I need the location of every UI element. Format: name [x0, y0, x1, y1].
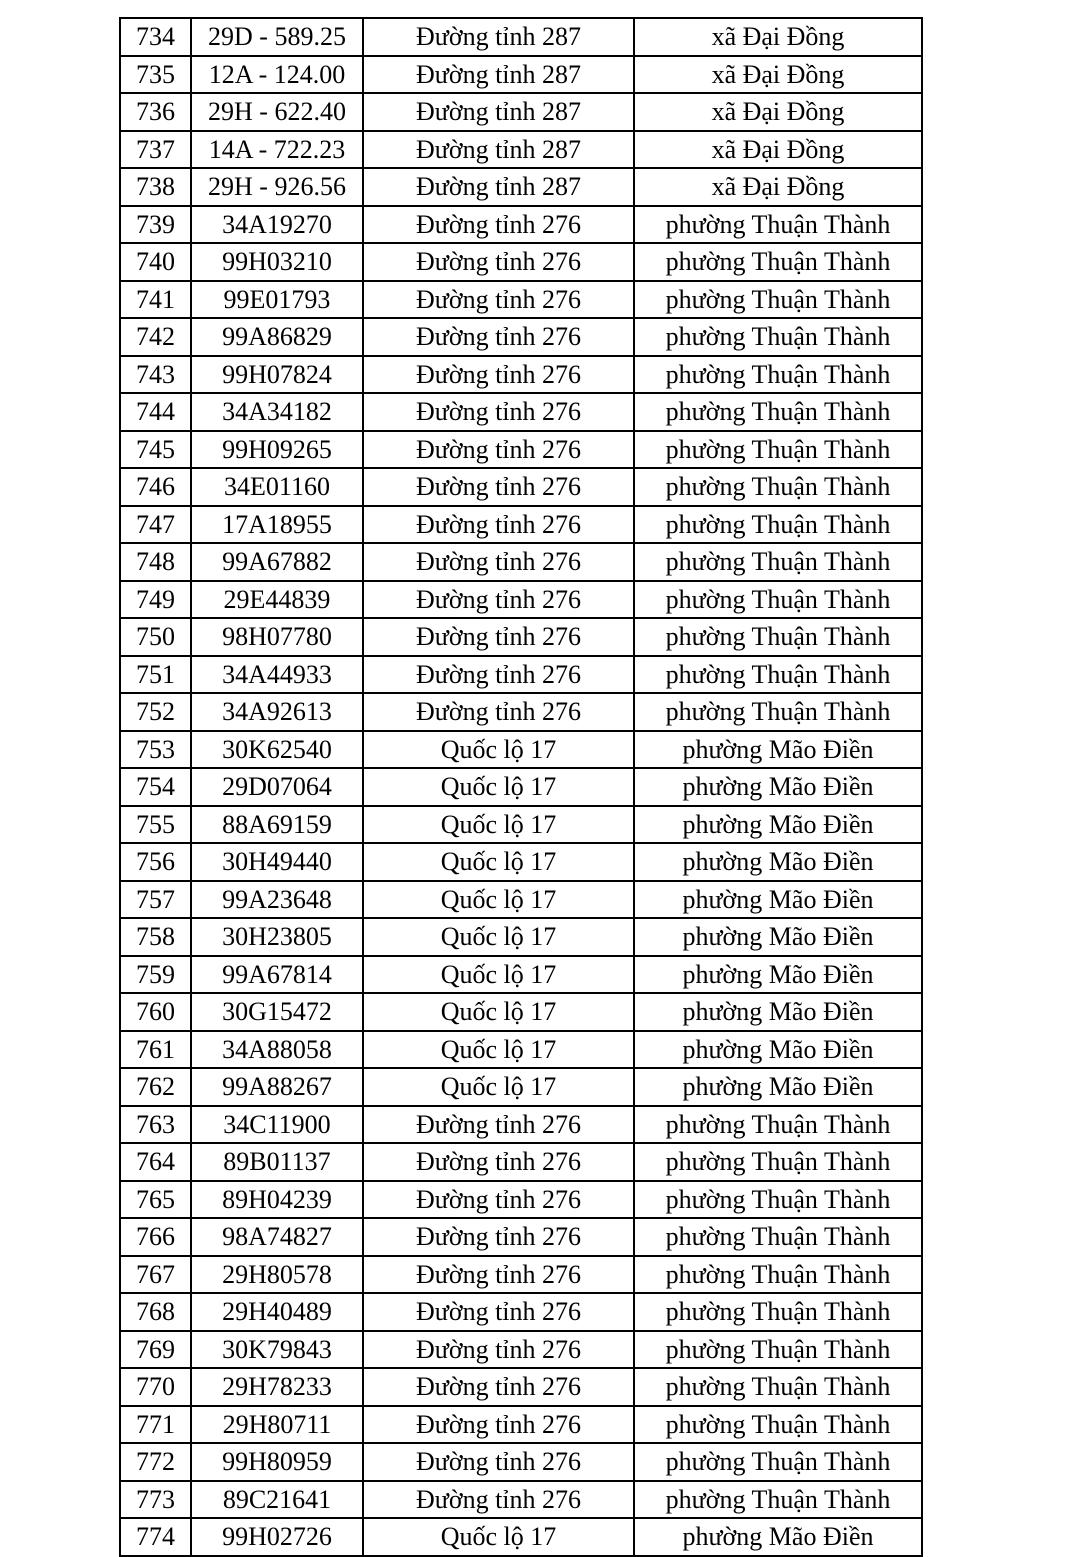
road-name-cell: Đường tỉnh 276 [363, 318, 634, 356]
ward-name-cell: phường Thuận Thành [634, 206, 922, 244]
license-plate-cell: 29H40489 [191, 1293, 363, 1331]
table-row [120, 1293, 922, 1331]
ward-name-cell: phường Thuận Thành [634, 1143, 922, 1181]
table-row [120, 693, 922, 731]
ward-name-cell: xã Đại Đồng [634, 18, 922, 56]
table-row [120, 1518, 922, 1556]
table-row [120, 1256, 922, 1294]
road-name-cell: Đường tỉnh 287 [363, 131, 634, 169]
road-name-cell: Đường tỉnh 276 [363, 243, 634, 281]
ward-name-cell: phường Thuận Thành [634, 356, 922, 394]
violations-table-body [120, 18, 922, 1556]
table-row [120, 1443, 922, 1481]
license-plate-cell: 99H80959 [191, 1443, 363, 1481]
road-name-cell: Đường tỉnh 287 [363, 56, 634, 94]
table-row [120, 18, 922, 56]
license-plate-cell: 30H23805 [191, 918, 363, 956]
row-index-cell: 759 [120, 956, 191, 994]
road-name-cell: Đường tỉnh 276 [363, 1218, 634, 1256]
license-plate-cell: 29D - 589.25 [191, 18, 363, 56]
table-row [120, 543, 922, 581]
table-row [120, 431, 922, 469]
license-plate-cell: 99A88267 [191, 1068, 363, 1106]
road-name-cell: Đường tỉnh 276 [363, 1106, 634, 1144]
ward-name-cell: phường Thuận Thành [634, 618, 922, 656]
license-plate-cell: 99H03210 [191, 243, 363, 281]
ward-name-cell: phường Thuận Thành [634, 1368, 922, 1406]
road-name-cell: Quốc lộ 17 [363, 956, 634, 994]
row-index-cell: 744 [120, 393, 191, 431]
ward-name-cell: phường Thuận Thành [634, 1481, 922, 1519]
ward-name-cell: phường Thuận Thành [634, 506, 922, 544]
table-row [120, 993, 922, 1031]
table-row [120, 618, 922, 656]
ward-name-cell: phường Mão Điền [634, 806, 922, 844]
road-name-cell: Đường tỉnh 276 [363, 618, 634, 656]
ward-name-cell: phường Mão Điền [634, 1068, 922, 1106]
road-name-cell: Đường tỉnh 276 [363, 1481, 634, 1519]
road-name-cell: Đường tỉnh 276 [363, 1181, 634, 1219]
violations-table-container [119, 17, 921, 1557]
table-row [120, 843, 922, 881]
table-row [120, 1181, 922, 1219]
ward-name-cell: phường Thuận Thành [634, 1406, 922, 1444]
row-index-cell: 738 [120, 168, 191, 206]
road-name-cell: Đường tỉnh 276 [363, 1256, 634, 1294]
row-index-cell: 752 [120, 693, 191, 731]
row-index-cell: 767 [120, 1256, 191, 1294]
table-row [120, 918, 922, 956]
table-row [120, 881, 922, 919]
license-plate-cell: 99A67814 [191, 956, 363, 994]
license-plate-cell: 29D07064 [191, 768, 363, 806]
table-row [120, 318, 922, 356]
license-plate-cell: 89H04239 [191, 1181, 363, 1219]
road-name-cell: Quốc lộ 17 [363, 993, 634, 1031]
license-plate-cell: 12A - 124.00 [191, 56, 363, 94]
ward-name-cell: phường Thuận Thành [634, 1443, 922, 1481]
license-plate-cell: 98A74827 [191, 1218, 363, 1256]
road-name-cell: Đường tỉnh 276 [363, 206, 634, 244]
road-name-cell: Đường tỉnh 287 [363, 168, 634, 206]
road-name-cell: Đường tỉnh 276 [363, 356, 634, 394]
ward-name-cell: phường Mão Điền [634, 843, 922, 881]
road-name-cell: Quốc lộ 17 [363, 881, 634, 919]
ward-name-cell: phường Thuận Thành [634, 468, 922, 506]
license-plate-cell: 17A18955 [191, 506, 363, 544]
table-row [120, 956, 922, 994]
table-row [120, 168, 922, 206]
ward-name-cell: phường Thuận Thành [634, 318, 922, 356]
ward-name-cell: phường Thuận Thành [634, 656, 922, 694]
row-index-cell: 766 [120, 1218, 191, 1256]
table-row [120, 131, 922, 169]
road-name-cell: Đường tỉnh 276 [363, 1406, 634, 1444]
row-index-cell: 741 [120, 281, 191, 319]
ward-name-cell: xã Đại Đồng [634, 168, 922, 206]
row-index-cell: 757 [120, 881, 191, 919]
ward-name-cell: phường Mão Điền [634, 731, 922, 769]
row-index-cell: 734 [120, 18, 191, 56]
row-index-cell: 758 [120, 918, 191, 956]
license-plate-cell: 89B01137 [191, 1143, 363, 1181]
license-plate-cell: 99H09265 [191, 431, 363, 469]
ward-name-cell: phường Thuận Thành [634, 581, 922, 619]
license-plate-cell: 29E44839 [191, 581, 363, 619]
road-name-cell: Đường tỉnh 276 [363, 1443, 634, 1481]
table-row [120, 1481, 922, 1519]
row-index-cell: 772 [120, 1443, 191, 1481]
road-name-cell: Đường tỉnh 276 [363, 506, 634, 544]
road-name-cell: Quốc lộ 17 [363, 1068, 634, 1106]
row-index-cell: 742 [120, 318, 191, 356]
road-name-cell: Đường tỉnh 276 [363, 543, 634, 581]
table-row [120, 1406, 922, 1444]
row-index-cell: 743 [120, 356, 191, 394]
row-index-cell: 751 [120, 656, 191, 694]
road-name-cell: Đường tỉnh 287 [363, 93, 634, 131]
ward-name-cell: phường Thuận Thành [634, 1256, 922, 1294]
license-plate-cell: 34A19270 [191, 206, 363, 244]
row-index-cell: 746 [120, 468, 191, 506]
table-row [120, 768, 922, 806]
license-plate-cell: 34A34182 [191, 393, 363, 431]
ward-name-cell: phường Thuận Thành [634, 243, 922, 281]
ward-name-cell: phường Mão Điền [634, 1031, 922, 1069]
row-index-cell: 761 [120, 1031, 191, 1069]
road-name-cell: Quốc lộ 17 [363, 806, 634, 844]
table-row [120, 206, 922, 244]
license-plate-cell: 99H07824 [191, 356, 363, 394]
license-plate-cell: 99A86829 [191, 318, 363, 356]
license-plate-cell: 34A92613 [191, 693, 363, 731]
row-index-cell: 748 [120, 543, 191, 581]
ward-name-cell: phường Thuận Thành [634, 281, 922, 319]
table-row [120, 1068, 922, 1106]
row-index-cell: 735 [120, 56, 191, 94]
row-index-cell: 736 [120, 93, 191, 131]
license-plate-cell: 30H49440 [191, 843, 363, 881]
row-index-cell: 739 [120, 206, 191, 244]
road-name-cell: Đường tỉnh 276 [363, 1331, 634, 1369]
ward-name-cell: phường Mão Điền [634, 993, 922, 1031]
license-plate-cell: 89C21641 [191, 1481, 363, 1519]
license-plate-cell: 98H07780 [191, 618, 363, 656]
ward-name-cell: phường Thuận Thành [634, 693, 922, 731]
row-index-cell: 756 [120, 843, 191, 881]
row-index-cell: 763 [120, 1106, 191, 1144]
ward-name-cell: phường Thuận Thành [634, 431, 922, 469]
table-row [120, 1143, 922, 1181]
road-name-cell: Quốc lộ 17 [363, 768, 634, 806]
row-index-cell: 745 [120, 431, 191, 469]
license-plate-cell: 30K62540 [191, 731, 363, 769]
ward-name-cell: xã Đại Đồng [634, 131, 922, 169]
road-name-cell: Quốc lộ 17 [363, 843, 634, 881]
table-row [120, 1331, 922, 1369]
license-plate-cell: 34C11900 [191, 1106, 363, 1144]
license-plate-cell: 29H - 622.40 [191, 93, 363, 131]
road-name-cell: Đường tỉnh 276 [363, 468, 634, 506]
road-name-cell: Đường tỉnh 276 [363, 281, 634, 319]
ward-name-cell: phường Mão Điền [634, 881, 922, 919]
row-index-cell: 762 [120, 1068, 191, 1106]
license-plate-cell: 99A23648 [191, 881, 363, 919]
violations-table [119, 17, 923, 1557]
table-row [120, 281, 922, 319]
table-row [120, 243, 922, 281]
road-name-cell: Đường tỉnh 276 [363, 656, 634, 694]
license-plate-cell: 88A69159 [191, 806, 363, 844]
ward-name-cell: phường Mão Điền [634, 956, 922, 994]
ward-name-cell: phường Thuận Thành [634, 1181, 922, 1219]
ward-name-cell: phường Mão Điền [634, 768, 922, 806]
table-row [120, 356, 922, 394]
table-row [120, 506, 922, 544]
row-index-cell: 753 [120, 731, 191, 769]
table-row [120, 56, 922, 94]
ward-name-cell: phường Thuận Thành [634, 1106, 922, 1144]
table-row [120, 581, 922, 619]
license-plate-cell: 30G15472 [191, 993, 363, 1031]
ward-name-cell: phường Mão Điền [634, 918, 922, 956]
road-name-cell: Quốc lộ 17 [363, 1031, 634, 1069]
ward-name-cell: phường Thuận Thành [634, 1218, 922, 1256]
row-index-cell: 770 [120, 1368, 191, 1406]
row-index-cell: 771 [120, 1406, 191, 1444]
license-plate-cell: 34E01160 [191, 468, 363, 506]
row-index-cell: 769 [120, 1331, 191, 1369]
road-name-cell: Đường tỉnh 276 [363, 393, 634, 431]
table-row [120, 1106, 922, 1144]
table-row [120, 1368, 922, 1406]
row-index-cell: 750 [120, 618, 191, 656]
table-row [120, 731, 922, 769]
ward-name-cell: xã Đại Đồng [634, 56, 922, 94]
table-row [120, 93, 922, 131]
license-plate-cell: 99A67882 [191, 543, 363, 581]
row-index-cell: 747 [120, 506, 191, 544]
ward-name-cell: phường Mão Điền [634, 1518, 922, 1556]
road-name-cell: Đường tỉnh 276 [363, 1143, 634, 1181]
license-plate-cell: 29H80711 [191, 1406, 363, 1444]
license-plate-cell: 29H80578 [191, 1256, 363, 1294]
road-name-cell: Đường tỉnh 276 [363, 431, 634, 469]
license-plate-cell: 29H78233 [191, 1368, 363, 1406]
ward-name-cell: phường Thuận Thành [634, 393, 922, 431]
road-name-cell: Đường tỉnh 276 [363, 1293, 634, 1331]
road-name-cell: Quốc lộ 17 [363, 731, 634, 769]
ward-name-cell: xã Đại Đồng [634, 93, 922, 131]
row-index-cell: 740 [120, 243, 191, 281]
license-plate-cell: 99H02726 [191, 1518, 363, 1556]
license-plate-cell: 29H - 926.56 [191, 168, 363, 206]
ward-name-cell: phường Thuận Thành [634, 543, 922, 581]
ward-name-cell: phường Thuận Thành [634, 1293, 922, 1331]
row-index-cell: 768 [120, 1293, 191, 1331]
table-row [120, 806, 922, 844]
row-index-cell: 774 [120, 1518, 191, 1556]
table-row [120, 1031, 922, 1069]
road-name-cell: Đường tỉnh 287 [363, 18, 634, 56]
license-plate-cell: 34A44933 [191, 656, 363, 694]
table-row [120, 468, 922, 506]
row-index-cell: 765 [120, 1181, 191, 1219]
row-index-cell: 764 [120, 1143, 191, 1181]
table-row [120, 1218, 922, 1256]
road-name-cell: Đường tỉnh 276 [363, 693, 634, 731]
road-name-cell: Đường tỉnh 276 [363, 581, 634, 619]
road-name-cell: Quốc lộ 17 [363, 918, 634, 956]
row-index-cell: 755 [120, 806, 191, 844]
license-plate-cell: 34A88058 [191, 1031, 363, 1069]
ward-name-cell: phường Thuận Thành [634, 1331, 922, 1369]
license-plate-cell: 30K79843 [191, 1331, 363, 1369]
table-row [120, 393, 922, 431]
road-name-cell: Quốc lộ 17 [363, 1518, 634, 1556]
row-index-cell: 754 [120, 768, 191, 806]
row-index-cell: 749 [120, 581, 191, 619]
row-index-cell: 773 [120, 1481, 191, 1519]
license-plate-cell: 14A - 722.23 [191, 131, 363, 169]
road-name-cell: Đường tỉnh 276 [363, 1368, 634, 1406]
table-row [120, 656, 922, 694]
row-index-cell: 760 [120, 993, 191, 1031]
row-index-cell: 737 [120, 131, 191, 169]
license-plate-cell: 99E01793 [191, 281, 363, 319]
